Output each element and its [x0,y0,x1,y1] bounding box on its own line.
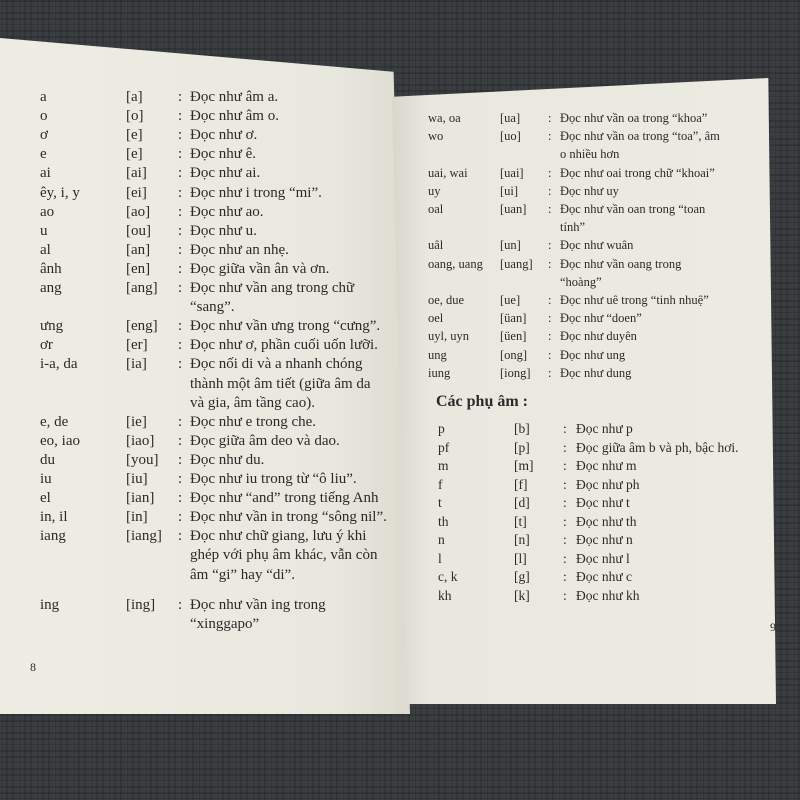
entry-phonetic: [ua] [500,111,521,125]
entry-description-continuation: “hoàng” [560,275,602,289]
entry-colon: : [178,185,183,201]
entry-phonetic: [f] [514,477,528,492]
entry-phonetic: [üen] [500,329,527,343]
entry-key: t [438,495,442,510]
entry-description: Đọc như th [576,514,637,529]
entry-description: Đọc như vần oan trong “toan [560,202,706,216]
entry-colon: : [178,414,183,430]
entry-key: iu [40,471,52,487]
entry-key: uyl, uyn [428,329,469,343]
entry-description-continuation: thành một âm tiết (giữa âm da [190,376,371,392]
entry-description: Đọc như ung [560,348,626,362]
entry-key: ai [40,165,51,181]
entry-description: Đọc như “doen” [560,311,642,325]
entry-description: Đọc như âm o. [190,108,279,124]
entry-phonetic: [ou] [126,223,151,239]
entry-colon: : [563,532,567,547]
entry-colon: : [548,311,552,325]
entry-description: Đọc như kh [576,588,640,603]
entry-description: Đọc như du. [190,452,265,468]
entry-colon: : [178,223,183,239]
entry-key: oe, due [428,293,465,307]
entry-description-continuation: tính” [560,220,585,234]
entry-description-continuation: âm “gi” hay “di”. [190,567,295,583]
entry-phonetic: [you] [126,452,159,468]
entry-key: in, il [40,509,68,525]
entry-colon: : [563,477,567,492]
entry-phonetic: [n] [514,532,530,547]
entry-phonetic: [ie] [126,414,147,430]
entry-key: wo [428,129,444,143]
entry-description: Đọc như uê trong “tinh nhuệ” [560,293,709,307]
entry-description-continuation: “xinggapo” [190,616,260,632]
entry-colon: : [548,257,552,271]
entry-colon: : [563,514,567,529]
entry-key: oal [428,202,444,216]
entry-description-continuation: và gia, âm tầng cao). [190,395,315,411]
entry-phonetic: [p] [514,440,530,455]
left-page-number: 8 [30,660,36,674]
entry-phonetic: [e] [126,146,143,162]
entry-description: Đọc giữa vần ân và ơn. [190,261,330,277]
entry-phonetic: [l] [514,551,527,566]
entry-colon: : [548,129,552,143]
entry-description: Đọc như duyên [560,329,637,343]
entry-colon: : [178,318,183,334]
entry-key: e, de [40,414,69,430]
entry-phonetic: [an] [126,242,151,258]
entry-phonetic: [ei] [126,185,147,201]
entry-phonetic: [ao] [126,204,151,220]
entry-key: ao [40,204,55,220]
entry-phonetic: [ue] [500,293,521,307]
entry-description: Đọc giữa âm b và ph, bậc hơi. [576,440,739,455]
entry-colon: : [178,204,183,220]
entry-phonetic: [uai] [500,166,524,180]
entry-colon: : [563,551,567,566]
entry-description: Đọc như i trong “mi”. [190,185,322,201]
entry-description: Đọc như vần oang trong [560,257,682,271]
entry-description-continuation: o nhiều hơn [560,147,620,161]
entry-description: Đọc như n [576,532,633,547]
right-page-number: 9 [770,620,776,634]
entry-colon: : [178,433,183,449]
entry-colon: : [178,528,183,544]
entry-phonetic: [iong] [500,366,531,380]
entry-description: Đọc nối di và a nhanh chóng [190,356,363,372]
entry-colon: : [178,337,183,353]
entry-phonetic: [g] [514,569,530,584]
entry-colon: : [178,127,183,143]
entry-phonetic: [ian] [126,490,155,506]
entry-phonetic: [üan] [500,311,527,325]
entry-colon: : [178,108,183,124]
entry-description: Đọc như vần oa trong “khoa” [560,111,708,125]
entry-key: ânh [40,261,62,277]
entry-description: Đọc như e trong che. [190,414,317,430]
entry-key: th [438,514,449,529]
entry-colon: : [548,166,552,180]
entry-phonetic: [er] [126,337,148,353]
entry-phonetic: [iang] [126,528,162,544]
entry-description: Đọc như ê. [190,146,257,162]
entry-description: Đọc như vần oa trong “toa”, âm [560,129,720,143]
entry-description: Đọc giữa âm deo và dao. [190,433,340,449]
entry-colon: : [178,509,183,525]
entry-description: Đọc như ao. [190,204,264,220]
entry-description: Đọc như ai. [190,165,261,181]
entry-colon: : [548,366,552,380]
entry-colon: : [178,452,183,468]
entry-colon: : [548,238,552,252]
entry-colon: : [548,184,552,198]
entry-key: du [40,452,55,468]
entry-key: uâl [428,238,444,252]
entry-colon: : [563,495,567,510]
entry-colon: : [178,146,183,162]
entry-description: Đọc như t [576,495,630,510]
entry-colon: : [178,490,183,506]
entry-phonetic: [m] [514,458,534,473]
entry-description: Đọc như an nhẹ. [190,242,289,258]
entry-description: Đọc như “and” trong tiếng Anh [190,490,379,506]
entry-description: Đọc như c [576,569,633,584]
entry-description-continuation: “sang”. [190,299,235,315]
entry-description: Đọc như ơ, phần cuối uốn lưỡi. [190,337,378,353]
entry-colon: : [548,111,552,125]
consonants-heading: Các phụ âm : [436,393,529,410]
entry-key: n [438,532,445,547]
entry-phonetic: [in] [126,509,148,525]
entry-key: iung [428,366,451,380]
entry-colon: : [563,458,567,473]
entry-description: Đọc như vần ing trong [190,597,326,613]
entry-key: o [40,108,48,124]
entry-description: Đọc như p [576,421,633,436]
entry-key: oang, uang [428,257,483,271]
entry-key: u [40,223,48,239]
entry-key: êy, i, y [40,185,80,201]
entry-key: f [438,477,443,492]
entry-colon: : [548,202,552,216]
entry-description: Đọc như âm a. [190,89,279,105]
entry-colon: : [178,597,183,613]
entry-phonetic: [a] [126,89,143,105]
entry-key: ưng [40,318,64,334]
entry-phonetic: [iao] [126,433,155,449]
entry-key: uy [428,184,441,198]
entry-key: p [438,421,445,436]
entry-key: ung [428,348,447,362]
entry-key: el [40,490,51,506]
entry-phonetic: [en] [126,261,151,277]
entry-phonetic: [un] [500,238,521,252]
entry-key: ang [40,280,62,296]
entry-description: Đọc như vần ang trong chữ [190,280,355,296]
entry-key: ing [40,597,60,613]
entry-phonetic: [ing] [126,597,156,613]
entry-colon: : [178,356,183,372]
entry-colon: : [178,471,183,487]
entry-key: uai, wai [428,166,468,180]
entry-key: iang [40,528,66,544]
entry-colon: : [178,89,183,105]
entry-colon: : [178,242,183,258]
entry-colon: : [548,293,552,307]
entry-colon: : [563,440,567,455]
entry-key: al [40,242,51,258]
entry-key: i-a, da [40,356,78,372]
entry-key: eo, iao [40,433,80,449]
entry-description-continuation: ghép với phụ âm khác, vẫn còn [190,547,378,563]
entry-description: Đọc như oai trong chữ “khoai” [560,166,715,180]
entry-phonetic: [ai] [126,165,147,181]
entry-colon: : [563,569,567,584]
entry-description: Đọc như l [576,551,630,566]
entry-description: Đọc như uy [560,184,619,198]
entry-key: kh [438,588,452,603]
entry-phonetic: [e] [126,127,143,143]
entry-phonetic: [t] [514,514,527,529]
entry-key: oel [428,311,444,325]
entry-colon: : [178,261,183,277]
entry-phonetic: [iu] [126,471,148,487]
entry-key: ơ [40,127,48,143]
entry-colon: : [563,421,567,436]
entry-colon: : [178,280,183,296]
entry-phonetic: [uan] [500,202,527,216]
entry-colon: : [548,329,552,343]
entry-phonetic: [ia] [126,356,147,372]
entry-description: Đọc như ph [576,477,640,492]
entry-description: Đọc như iu trong từ “ô liu”. [190,471,357,487]
entry-phonetic: [ui] [500,184,519,198]
entry-phonetic: [o] [126,108,144,124]
entry-description: Đọc như dung [560,366,632,380]
entry-description: Đọc như vần in trong “sông nil”. [190,509,387,525]
entry-key: ơr [40,337,53,353]
entry-phonetic: [uo] [500,129,521,143]
entry-phonetic: [ong] [500,348,528,362]
entry-description: Đọc như chữ giang, lưu ý khi [190,528,367,544]
entry-key: m [438,458,449,473]
entry-phonetic: [b] [514,421,530,436]
entry-colon: : [178,165,183,181]
entry-key: c, k [438,569,458,584]
entry-phonetic: [uang] [500,257,533,271]
entry-colon: : [563,588,567,603]
entry-key: wa, oa [428,111,461,125]
entry-phonetic: [k] [514,588,530,603]
entry-key: a [40,89,47,105]
entry-phonetic: [ang] [126,280,158,296]
entry-description: Đọc như wuân [560,238,634,252]
entry-key: l [438,551,442,566]
entry-description: Đọc như vần ưng trong “cưng”. [190,318,381,334]
entry-description: Đọc như u. [190,223,257,239]
entry-key: pf [438,440,450,455]
entry-colon: : [548,348,552,362]
entry-key: e [40,146,47,162]
entry-phonetic: [d] [514,495,530,510]
entry-description: Đọc như m [576,458,637,473]
entry-description: Đọc như ơ. [190,127,258,143]
entry-phonetic: [eng] [126,318,158,334]
